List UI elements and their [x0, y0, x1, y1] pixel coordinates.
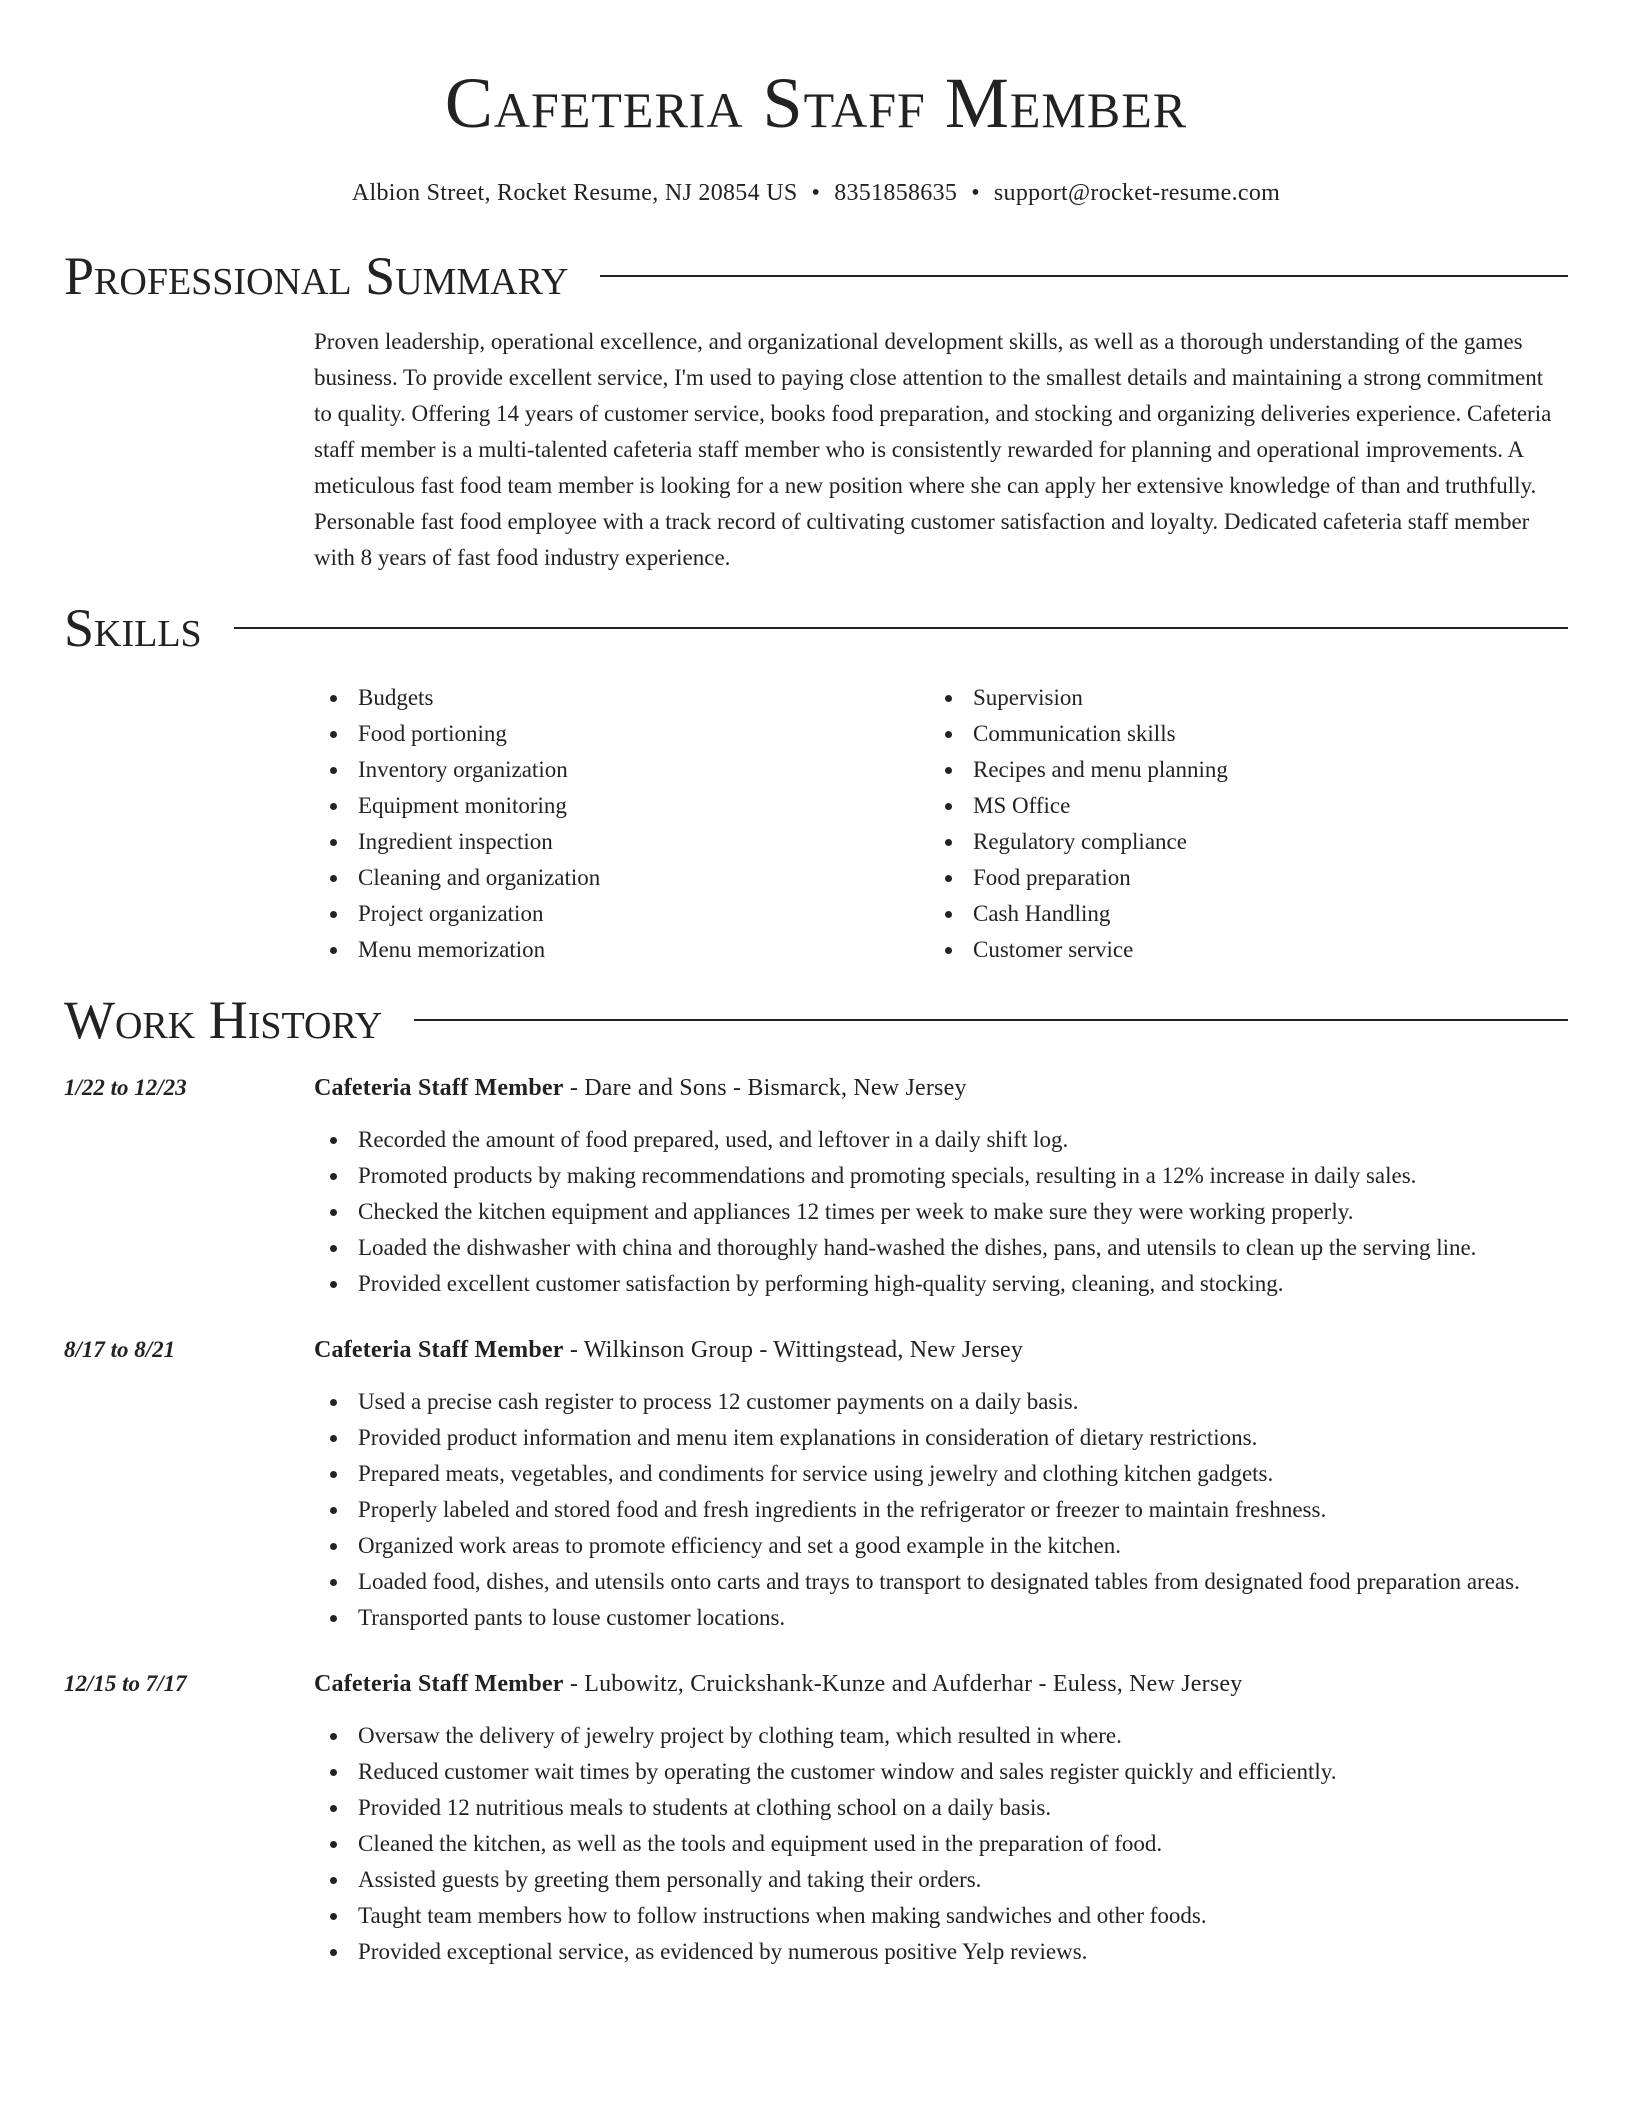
job-title-line [314, 1666, 1568, 1702]
job-bullet: Cleaned the kitchen, as well as the tools and equipment used in the preparation of food. [314, 1826, 1568, 1862]
job-bullet: Checked the kitchen equipment and appliances 12 times per week to make sure they were working properly. [314, 1194, 1568, 1230]
job-bullet: Used a precise cash register to process 12 customer payments on a daily basis. [314, 1384, 1568, 1420]
job-bullet: Properly labeled and stored food and fresh ingredients in the refrigerator or freezer to maintain freshness. [314, 1492, 1568, 1528]
contact-separator: • [971, 180, 980, 206]
job-bullets [314, 1718, 1568, 1970]
contact-phone: 8351858635 [834, 180, 958, 206]
section-divider [414, 1019, 1568, 1021]
job-bullet: Oversaw the delivery of jewelry project by clothing team, which resulted in where. [314, 1718, 1568, 1754]
job-body [314, 1332, 1568, 1636]
contact-address: Albion Street, Rocket Resume, NJ 20854 US [351, 180, 798, 206]
job-bullet: Loaded the dishwasher with china and thoroughly hand-washed the dishes, pans, and utensils to clean up the serving line. [314, 1230, 1568, 1266]
job-bullet: Organized work areas to promote efficiency and set a good example in the kitchen. [314, 1528, 1568, 1564]
job-dates: 12/15 to 7/17 [64, 1671, 187, 1696]
skill-item: Food portioning [314, 716, 929, 752]
skills-list [314, 680, 1568, 968]
job-body [314, 1666, 1568, 1970]
section-divider [234, 627, 1568, 629]
job-bullet: Provided excellent customer satisfaction by performing high-quality serving, cleaning, and stocking. [314, 1266, 1568, 1302]
job-bullets [314, 1384, 1568, 1636]
job-bullet: Loaded food, dishes, and utensils onto carts and trays to transport to designated tables from designated food preparation areas. [314, 1564, 1568, 1600]
job-dates: 1/22 to 12/23 [64, 1075, 187, 1100]
skill-item: Project organization [314, 896, 929, 932]
skills-section-header [64, 598, 1568, 658]
skills-title: Skills [64, 598, 202, 658]
job-role: Cafeteria Staff Member [314, 1337, 564, 1363]
skill-item: Equipment monitoring [314, 788, 929, 824]
job-bullet: Assisted guests by greeting them personally and taking their orders. [314, 1862, 1568, 1898]
job-employer: - Dare and Sons - Bismarck, New Jersey [563, 1075, 967, 1101]
job-bullet: Prepared meats, vegetables, and condiments for service using jewelry and clothing kitchen gadgets. [314, 1456, 1568, 1492]
skill-item: Customer service [929, 932, 1544, 968]
candidate-name: Cafeteria Staff Member [444, 63, 1188, 143]
job-bullet: Reduced customer wait times by operating the customer window and sales register quickly and efficiently. [314, 1754, 1568, 1790]
job-bullets [314, 1122, 1568, 1302]
skill-item: Inventory organization [314, 752, 929, 788]
summary-text: Proven leadership, operational excellence, and organizational development skills, as well as a thorough understanding of the games business. To provide excellent service, I'm used to paying close attention to the smallest details and maintaining a strong commitment to quality. Offering 14 years of customer service, books food preparation, and stocking and organizing deliveries experience. Cafeteria staff member is a multi-talented cafeteria staff member who is consistently rewarded for planning and operational improvements. A meticulous fast food team member is looking for a new position where she can apply her extensive knowledge of than and truthfully. Personable fast food employee with a track record of cultivating customer satisfaction and loyalty. Dedicated cafeteria staff member with 8 years of fast food industry experience. [314, 329, 1552, 570]
job-employer: - Lubowitz, Cruickshank-Kunze and Aufderhar - Euless, New Jersey [563, 1671, 1243, 1697]
job-title-line [314, 1070, 1568, 1106]
skills-column-right [929, 680, 1544, 968]
skill-item: Regulatory compliance [929, 824, 1544, 860]
summary-section-header [64, 246, 1568, 306]
summary-title: Professional Summary [64, 246, 569, 306]
job-employer: - Wilkinson Group - Wittingstead, New Jersey [563, 1337, 1024, 1363]
job-role: Cafeteria Staff Member [314, 1671, 564, 1697]
job-title-line [314, 1332, 1568, 1368]
job-body [314, 1070, 1568, 1302]
skill-item: Cleaning and organization [314, 860, 929, 896]
job-bullet: Transported pants to louse customer locations. [314, 1600, 1568, 1636]
work-title: Work History [64, 990, 383, 1050]
job-entry [64, 1332, 1568, 1636]
work-section-header [64, 990, 1568, 1050]
contact-email: support@rocket-resume.com [993, 180, 1281, 206]
skill-item: Supervision [929, 680, 1544, 716]
skill-item: Ingredient inspection [314, 824, 929, 860]
skill-item: Communication skills [929, 716, 1544, 752]
skill-item: Food preparation [929, 860, 1544, 896]
job-bullet: Promoted products by making recommendations and promoting specials, resulting in a 12% increase in daily sales. [314, 1158, 1568, 1194]
skill-item: Budgets [314, 680, 929, 716]
job-bullet: Provided 12 nutritious meals to students at clothing school on a daily basis. [314, 1790, 1568, 1826]
job-bullet: Provided product information and menu item explanations in consideration of dietary restrictions. [314, 1420, 1568, 1456]
skill-item: Recipes and menu planning [929, 752, 1544, 788]
contact-separator: • [811, 180, 821, 206]
job-bullet: Recorded the amount of food prepared, used, and leftover in a daily shift log. [314, 1122, 1568, 1158]
job-entry [64, 1070, 1568, 1302]
skill-item: MS Office [929, 788, 1544, 824]
job-bullet: Taught team members how to follow instructions when making sandwiches and other foods. [314, 1898, 1568, 1934]
contact-line [64, 178, 1568, 208]
job-dates: 8/17 to 8/21 [64, 1337, 176, 1362]
skills-column-left [314, 680, 929, 968]
section-divider [600, 275, 1568, 277]
job-role: Cafeteria Staff Member [314, 1075, 564, 1101]
job-bullet: Provided exceptional service, as evidenced by numerous positive Yelp reviews. [314, 1934, 1568, 1970]
skill-item: Menu memorization [314, 932, 929, 968]
job-entry [64, 1666, 1568, 1970]
skill-item: Cash Handling [929, 896, 1544, 932]
